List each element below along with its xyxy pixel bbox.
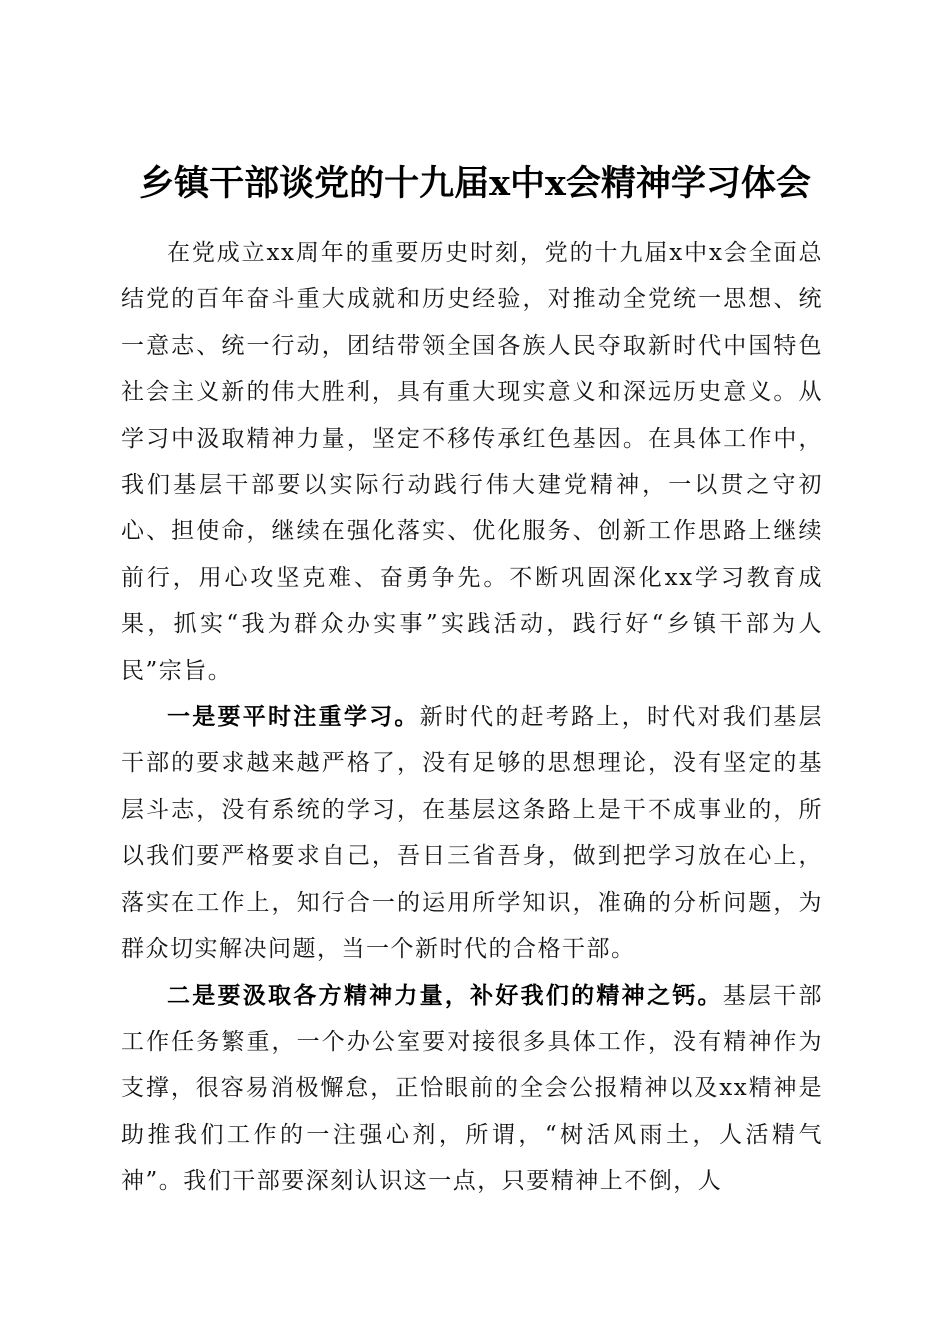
paragraph-point-two-lead: 二是要汲取各方精神力量，补好我们的精神之钙。 xyxy=(167,981,723,1009)
paragraph-point-two-text: 基层干部工作任务繁重，一个办公室要对接很多具体工作，没有精神作为支撑，很容易消极懈怠，正恰眼前的全会公报精神以及xx精神是助推我们工作的一注强心剂，所谓，“树活风雨土，人活精气神”。我们干部要深刻认识这一点，只要精神上不倒，人 xyxy=(121,982,824,1195)
paragraph-point-one-lead: 一是要平时注重学习。 xyxy=(167,703,420,731)
paragraph-point-one xyxy=(121,694,823,972)
paragraph-point-one-text: 新时代的赶考路上，时代对我们基层干部的要求越来越严格了，没有足够的思想理论，没有坚定的基层斗志，没有系统的学习，在基层这条路上是干不成事业的，所以我们要严格要求自己，吾日三省吾身，做到把学习放在心上，落实在工作上，知行合一的运用所学知识，准确的分析问题，为群众切实解决问题，当一个新时代的合格干部。 xyxy=(121,704,824,963)
document-body xyxy=(121,230,823,1205)
paragraph-intro-text: 在党成立xx周年的重要历史时刻，党的十九届x中x会全面总结党的百年奋斗重大成就和历史经验，对推动全党统一思想、统一意志、统一行动，团结带领全国各族人民夺取新时代中国特色社会主义新的伟大胜利，具有重大现实意义和深远历史意义。从学习中汲取精神力量，坚定不移传承红色基因。在具体工作中，我们基层干部要以实际行动践行伟大建党精神，一以贯之守初心、担使命，继续在强化落实、优化服务、创新工作思路上继续前行，用心攻坚克难、奋勇争先。不断巩固深化xx学习教育成果，抓实“我为群众办实事”实践活动，践行好“乡镇干部为人民”宗旨。 xyxy=(121,240,823,684)
paragraph-point-two xyxy=(121,973,823,1205)
document-title: 乡镇干部谈党的十九届x中x会精神学习体会 xyxy=(139,163,811,205)
paragraph-intro xyxy=(121,230,823,694)
